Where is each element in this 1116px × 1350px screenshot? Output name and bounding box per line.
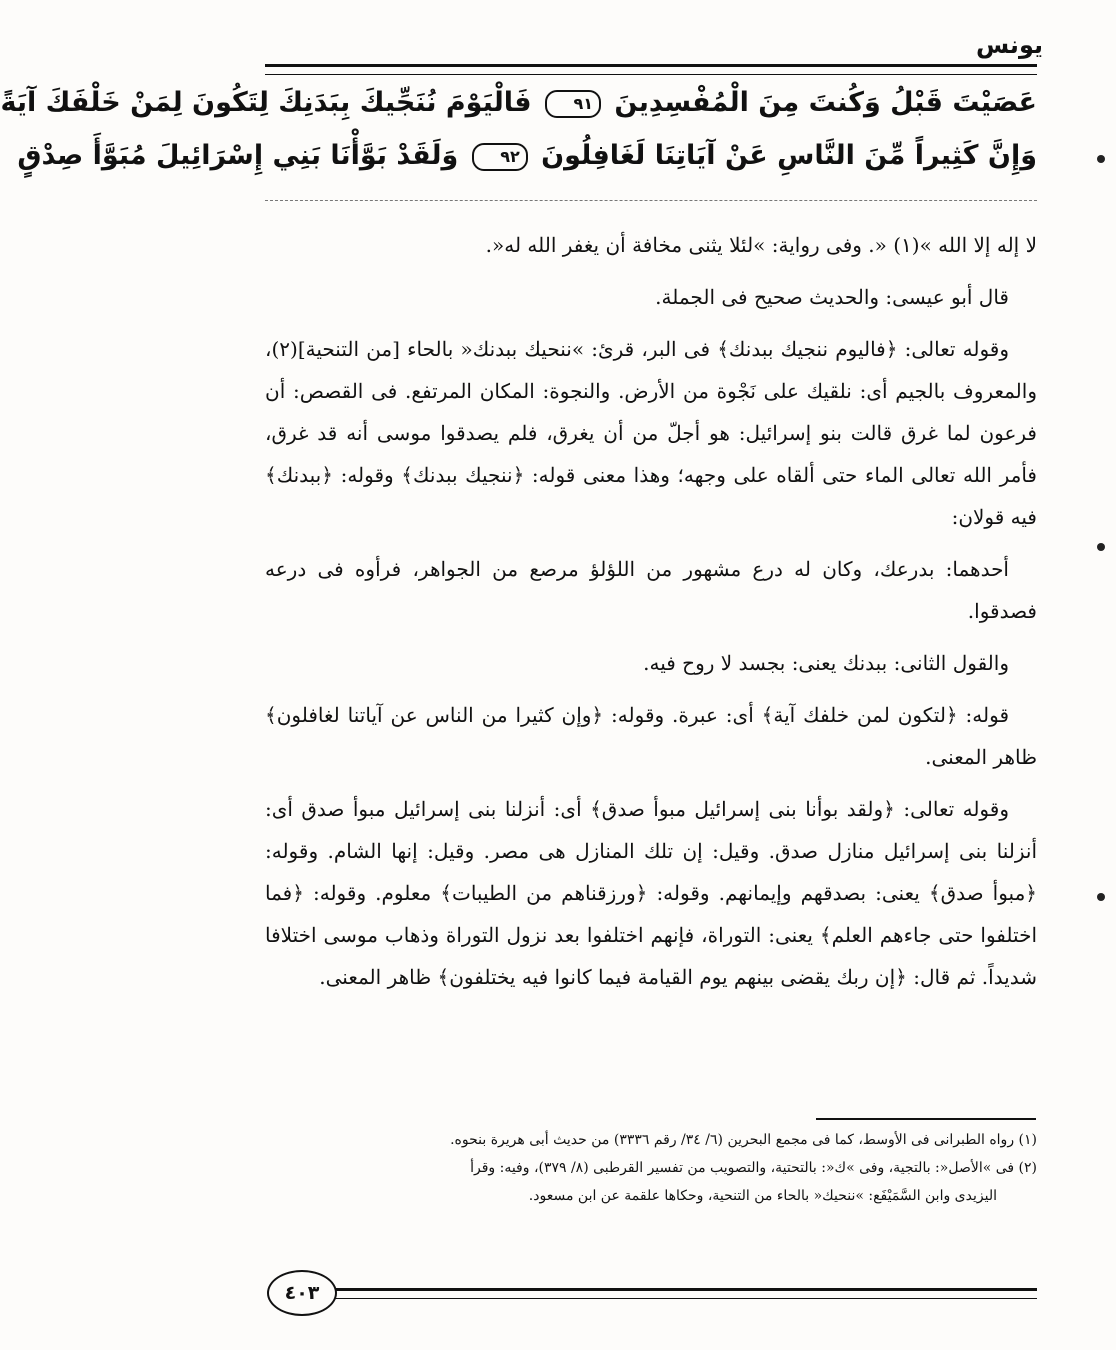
- paragraph: لا إله إلا الله »(١) «. وفى رواية: »لئلا يثنى مخافة أن يغفر الله له«.: [485, 233, 1037, 257]
- paragraph: وقوله تعالى: ﴿فاليوم ننجيك ببدنك﴾ فى البر، قرئ: »ننحيك ببدنك« بالحاء [من التنحية](٢)، والمعروف بالجيم أى: نلقيك على نَجْوة من الأرض. والنجوة: المكان المرتفع. فى القصص: أن فرعون لما غرق قالت بنو إسرائيل: هو أجلّ من أن يغرق، فلم يصدقوا موسى أنه قد غرق، فأمر الله تعالى الماء حتى ألقاه على وجهه؛ وهذا معنى قوله: ﴿ننجيك ببدنك﴾ وقوله: ﴿ببدنك﴾ فيه قولان:: [265, 337, 1037, 529]
- quran-text: عَصَيْتَ قَبْلُ وَكُنتَ مِنَ الْمُفْسِدِينَ: [614, 87, 1037, 118]
- footnote-continuation: اليزيدى وابن السَّمَيْفَع: »ننحيك« بالحاء من التنحية، وحكاها علقمة عن ابن مسعود.: [528, 1188, 997, 1204]
- quran-text: وَإِنَّ كَثِيراً مِّنَ النَّاسِ عَنْ آيَاتِنَا لَغَافِلُونَ: [541, 140, 1037, 171]
- paragraph: أحدهما: بدرعك، وكان له درع مشهور من اللؤلؤ مرصع من الجواهر، فرأوه فى درعه فصدقوا.: [265, 557, 1037, 623]
- quran-text: فَالْيَوْمَ نُنَجِّيكَ بِبَدَنِكَ لِتَكُونَ لِمَنْ خَلْفَكَ آيَةً: [0, 87, 532, 118]
- margin-dot: [1097, 543, 1105, 551]
- quran-verse-block: [0, 76, 1037, 182]
- footnote: (٢) فى »الأصل«: بالتجية، وفى »ك«: بالتحتية، والتصويب من تفسير القرطبى (٨/ ٣٧٩)، وفيه: وقرأ: [470, 1160, 1037, 1176]
- footer-double-rule: [325, 1288, 1037, 1299]
- quran-line: [17, 129, 1037, 182]
- ayah-number-marker: ٩٢: [472, 143, 528, 171]
- footnotes: [265, 1126, 1037, 1210]
- paragraph: قال أبو عيسى: والحديث صحيح فى الجملة.: [655, 285, 1009, 309]
- ayah-number-marker: ٩١: [545, 90, 601, 118]
- margin-dot: [1097, 893, 1105, 901]
- footnote: (١) رواه الطبرانى فى الأوسط، كما فى مجمع البحرين (٦/ ٣٤/ رقم ٣٣٣٦) من حديث أبى هريرة بنحوه.: [450, 1132, 1037, 1148]
- paragraph: والقول الثانى: ببدنك يعنى: بجسد لا روح فيه.: [643, 651, 1009, 675]
- header-double-rule: [265, 64, 1037, 75]
- paragraph: قوله: ﴿لتكون لمن خلفك آية﴾ أى: عبرة. وقوله: ﴿وإن كثيرا من الناس عن آياتنا لغافلون﴾ ظاهر المعنى.: [265, 703, 1037, 769]
- footnote-separator: [816, 1118, 1036, 1120]
- margin-dot: [1097, 155, 1105, 163]
- quran-line: [0, 76, 1037, 129]
- section-divider: [265, 200, 1037, 201]
- paragraph: وقوله تعالى: ﴿ولقد بوأنا بنى إسرائيل مبوأ صدق﴾ أى: أنزلنا بنى إسرائيل مبوأ صدق أى: أنزلنا بنى إسرائيل منازل صدق. وقيل: إن تلك المنازل هى مصر. وقيل: إنها الشام. وقوله: ﴿مبوأ صدق﴾ يعنى: بصدقهم وإيمانهم. وقوله: ﴿ورزقناهم من الطيبات﴾ معلوم. وقوله: ﴿فما اختلفوا حتى جاءهم العلم﴾ يعنى: التوراة، فإنهم اختلفوا بعد نزول التوراة وذهاب موسى اختلافا شديداً. ثم قال: ﴿إن ربك يقضى بينهم يوم القيامة فيما كانوا فيه يختلفون﴾ ظاهر المعنى.: [265, 797, 1037, 989]
- quran-text: وَلَقَدْ بَوَّأْنَا بَنِي إِسْرَائِيلَ مُبَوَّأَ صِدْقٍ: [17, 140, 459, 171]
- sura-title: يونس: [976, 31, 1043, 59]
- commentary-body: [265, 224, 1037, 1008]
- page-number: ٤٠٣: [267, 1270, 337, 1316]
